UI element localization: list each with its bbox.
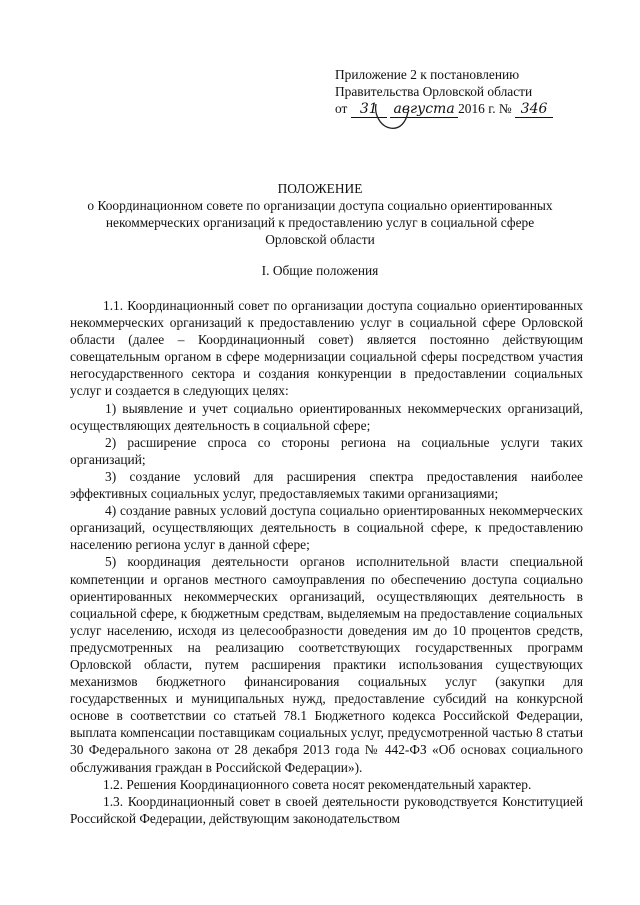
date-year: 2016 г. № xyxy=(458,101,512,116)
document-title xyxy=(60,180,580,248)
title-line-2: некоммерческих организаций к предоставлению услуг в социальной сфере xyxy=(105,215,535,230)
date-prefix: от xyxy=(335,101,348,116)
title-line-1: о Координационном совете по организации доступа социально ориентированных xyxy=(87,198,553,213)
list-item-3: 3) создание условий для расширения спектра предоставления наиболее эффективных социальных услуг, предоставляемых такими организациями; xyxy=(70,468,583,502)
paragraph-1-2: 1.2. Решения Координационного совета носят рекомендательный характер. xyxy=(103,776,532,792)
paragraph-1-1: 1.1. Координационный совет по организации доступа социально ориентированных некоммерческих организаций к предоставлению услуг в социальной сфере Орловской области (далее – Координационный совет) является постоянно действующим совещательным органом в сфере модернизации социальной сферы посредством участия негосударственного сектора и создания конкуренции в предоставлении социальных услуг и создается в следующих целях: xyxy=(70,298,583,399)
document-number-handwritten: 346 xyxy=(515,102,553,118)
list-item-2: 2) расширение спроса со стороны региона на социальные услуги таких организаций; xyxy=(70,434,583,467)
list-item-4: 4) создание равных условий доступа социально ориентированных некоммерческих организаций, осуществляющих деятельность в социальной сфере, к предоставлению населению региона услуг в данной сфере; xyxy=(70,503,583,553)
appendix-line-2: Правительства Орловской области xyxy=(335,84,533,99)
appendix-line-1: Приложение 2 к постановлению xyxy=(335,67,520,82)
appendix-header xyxy=(335,66,553,118)
paragraph-1-3: 1.3. Координационный совет в своей деятельности руководствуется Конституцией Российской Федерации, действующим законодательством xyxy=(70,793,583,826)
list-item-5: 5) координация деятельности органов исполнительной власти специальной компетенции и органов местного самоуправления по обеспечению доступа социально ориентированных некоммерческих организаций, осуществляющих деятельность в социальной сфере, к бюджетным средствам, выделяемым на предоставление социальных услуг населению, исходя из целесообразности доведения им до 10 процентов средств, предусмотренных на реализацию соответствующих государственных программ Орловской области, путем расширения практики использования существующих механизмов бюджетного финансирования социальных услуг (закупки для государственных и муниципальных нужд, предоставление субсидий на конкурсной основе в соответствии со статьей 78.1 Бюджетного кодекса Российской Федерации, выплата компенсации поставщикам социальных услуг, предусмотренной частью 8 статьи 30 Федерального закона от 28 декабря 2013 года № 442-ФЗ «Об основах социального обслуживания граждан в Российской Федерации»). xyxy=(70,554,583,775)
title-line-3: Орловской области xyxy=(265,232,375,247)
date-month-handwritten: августа xyxy=(390,102,458,118)
section-title: I. Общие положения xyxy=(261,263,379,278)
appendix-date-line xyxy=(335,100,553,118)
handwritten-flourish xyxy=(372,100,422,134)
date-day-handwritten: 31 xyxy=(351,102,387,118)
title-heading: ПОЛОЖЕНИЕ xyxy=(277,181,363,196)
document-body xyxy=(70,297,583,827)
list-item-1: 1) выявление и учет социально ориентированных некоммерческих организаций, осуществляющих деятельность в социальной сфере; xyxy=(70,400,583,433)
